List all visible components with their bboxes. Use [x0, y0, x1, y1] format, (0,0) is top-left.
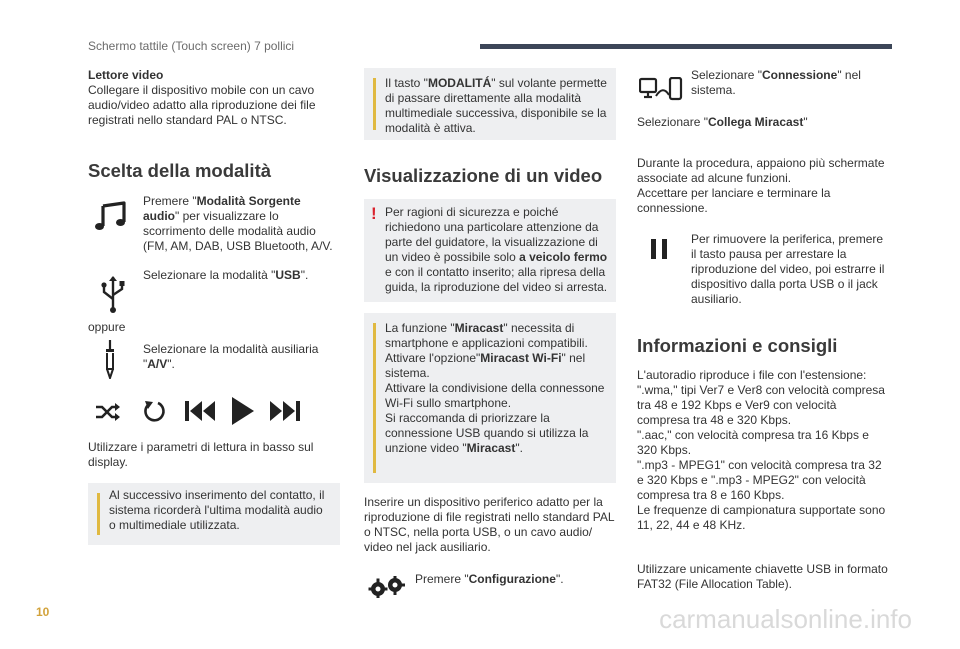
miracast-line-3: Attivare la condivisione della connessone Wi-Fi sullo smartphone.	[385, 381, 605, 410]
info-note-modalita	[364, 68, 616, 140]
miracast-line-2	[385, 351, 608, 381]
info-text-block	[637, 368, 889, 533]
text-span: " per visualizzare lo scorrimento delle modalità audio (FM, AM, DAB, USB Bluetooth, A/V.	[143, 209, 333, 253]
warning-note	[364, 199, 616, 302]
info-line: Le frequenze di campionatura supportate sono 11, 22, 44 e 48 KHz.	[637, 503, 886, 532]
settings-gears-icon[interactable]	[368, 576, 406, 598]
info-bar	[373, 78, 376, 130]
bold-span: Miracast Wi-Fi	[480, 351, 562, 365]
text-span: ".	[515, 441, 523, 455]
configurazione-text	[415, 572, 615, 587]
miracast-note-text	[385, 321, 608, 456]
inserire-text: Inserire un dispositivo periferico adatto per la riproduzione di file registrati nello standard PAL o NTSC, nella porta USB, o un cavo audio/ video nel jack ausiliario.	[364, 495, 615, 554]
text-span: Selezionare "	[691, 68, 762, 82]
informazioni-heading: Informazioni e consigli	[637, 335, 838, 356]
text-span: "	[803, 115, 808, 129]
text-span: " nel sistema.	[691, 68, 861, 97]
scelta-modalita-heading: Scelta della modalità	[88, 160, 272, 181]
info-line: ".wma," tipi Ver7 e Ver8 con velocità compresa tra 48 e 192 Kbps e Ver9 con velocità compresa tra 48 e 320 Kbps.	[637, 383, 885, 427]
warning-icon: !	[371, 204, 377, 223]
modalita-sorgente-text	[143, 194, 340, 254]
bold-span: Miracast	[466, 441, 516, 455]
music-note-icon[interactable]	[94, 201, 128, 231]
info-note-text: Al successivo inserimento del contatto, il sistema ricorderà l'ultima modalità audio o multimediale utilizzata.	[109, 488, 325, 532]
bold-span: MODALITÁ	[427, 76, 492, 90]
text-span: Si raccomanda di priorizzare la connessione USB quando si utilizza la unzione video "	[385, 411, 589, 455]
connection-icon[interactable]	[639, 77, 683, 101]
pausa-text: Per rimuovere la periferica, premere il tasto pausa per arrestare la riproduzione del video, poi estrarre il dispositivo dalla porta USB o il jack ausiliario.	[691, 232, 885, 306]
text-span: Premere "	[415, 572, 469, 586]
page-header-title: Schermo tattile (Touch screen) 7 pollici	[88, 39, 295, 53]
aux-jack-icon[interactable]	[102, 339, 118, 379]
skip-forward-icon[interactable]	[269, 400, 301, 422]
parametri-text: Utilizzare i parametri di lettura in basso sul display.	[88, 440, 314, 469]
video-heading: Visualizzazione di un video	[364, 165, 603, 186]
collega-miracast-text	[637, 115, 889, 130]
bold-span: USB	[275, 268, 301, 282]
text-span: e con il contatto inserito; alla ripresa della guida, la riproduzione del video si arresta.	[385, 265, 608, 294]
connessione-text	[691, 68, 889, 98]
text-span: ".	[167, 357, 175, 371]
pause-icon[interactable]	[650, 238, 668, 260]
play-icon[interactable]	[231, 396, 255, 426]
text-span: ".	[555, 572, 564, 586]
lettore-video-title: Lettore video	[88, 68, 164, 82]
accettare-text: Accettare per lanciare e terminare la connessione.	[637, 186, 831, 215]
skip-back-icon[interactable]	[184, 400, 216, 422]
miracast-line-1	[385, 321, 608, 351]
column-2	[364, 68, 616, 598]
text-span: " sul volante permette di passare direttamente alla modalità multimediale successiva, disponibile se la modalità è attiva.	[385, 76, 607, 135]
text-span: Premere "	[143, 194, 197, 208]
warning-note-text	[385, 205, 608, 295]
header-bar	[480, 44, 892, 49]
column-3	[637, 68, 889, 598]
text-span: " necessita di smartphone e applicazioni compatibili.	[385, 321, 588, 350]
text-span: Per ragioni di sicurezza e poiché richiedono una particolare attenzione da parte del guidatore, la visualizzazione di un video è possibile solo	[385, 205, 599, 264]
bold-span: A/V	[147, 357, 168, 371]
bold-span: Configurazione	[468, 572, 556, 586]
bold-span: a veicolo fermo	[519, 250, 608, 264]
bold-span: Collega Miracast	[707, 115, 804, 129]
usb-icon[interactable]	[100, 275, 126, 313]
info-bar	[373, 323, 376, 473]
text-span: La funzione "	[385, 321, 455, 335]
durante-text: Durante la procedura, appaiono più schermate associate ad alcune funzioni.	[637, 156, 885, 185]
watermark: carmanualsonline.info	[659, 604, 912, 634]
bold-span: Miracast	[454, 321, 504, 335]
bold-span: Connessione	[761, 68, 838, 82]
info-line: L'autoradio riproduce i file con l'estensione:	[637, 368, 867, 382]
usb-mode-text	[143, 268, 340, 283]
text-span: ".	[300, 268, 309, 282]
shuffle-icon[interactable]	[95, 402, 121, 422]
info-note-miracast	[364, 313, 616, 483]
info-note-memory	[88, 483, 340, 545]
text-span: " nel sistema.	[385, 351, 586, 380]
text-span: Selezionare "	[637, 115, 708, 129]
text-span: Selezionare la modalità "	[143, 268, 276, 282]
oppure-text: oppure	[88, 320, 126, 334]
fat32-text: Utilizzare unicamente chiavette USB in formato FAT32 (File Allocation Table).	[637, 562, 888, 591]
info-line: ".mp3 - MPEG1" con velocità compresa tra 32 e 320 Kbps e ".mp3 - MPEG2" con velocità compresa tra 8 e 160 Kbps.	[637, 458, 882, 502]
info-note-text	[385, 76, 608, 136]
text-span: Attivare l'opzione"	[385, 351, 481, 365]
page-number: 10	[36, 605, 50, 619]
repeat-icon[interactable]	[143, 399, 167, 423]
av-mode-text	[143, 342, 340, 372]
text-span: Il tasto "	[385, 76, 428, 90]
text-span: Selezionare la modalità ausiliaria "	[143, 342, 319, 371]
miracast-line-4	[385, 411, 608, 456]
column-1	[88, 68, 340, 548]
info-bar	[97, 493, 100, 535]
lettore-video-text: Collegare il dispositivo mobile con un cavo audio/video adatto alla riproduzione dei file registrati nello standard PAL o NTSC.	[88, 83, 316, 127]
bold-span: Modalità Sorgente audio	[143, 194, 301, 223]
info-line: ".aac," con velocità compresa tra 16 Kbps e 320 Kbps.	[637, 428, 869, 457]
